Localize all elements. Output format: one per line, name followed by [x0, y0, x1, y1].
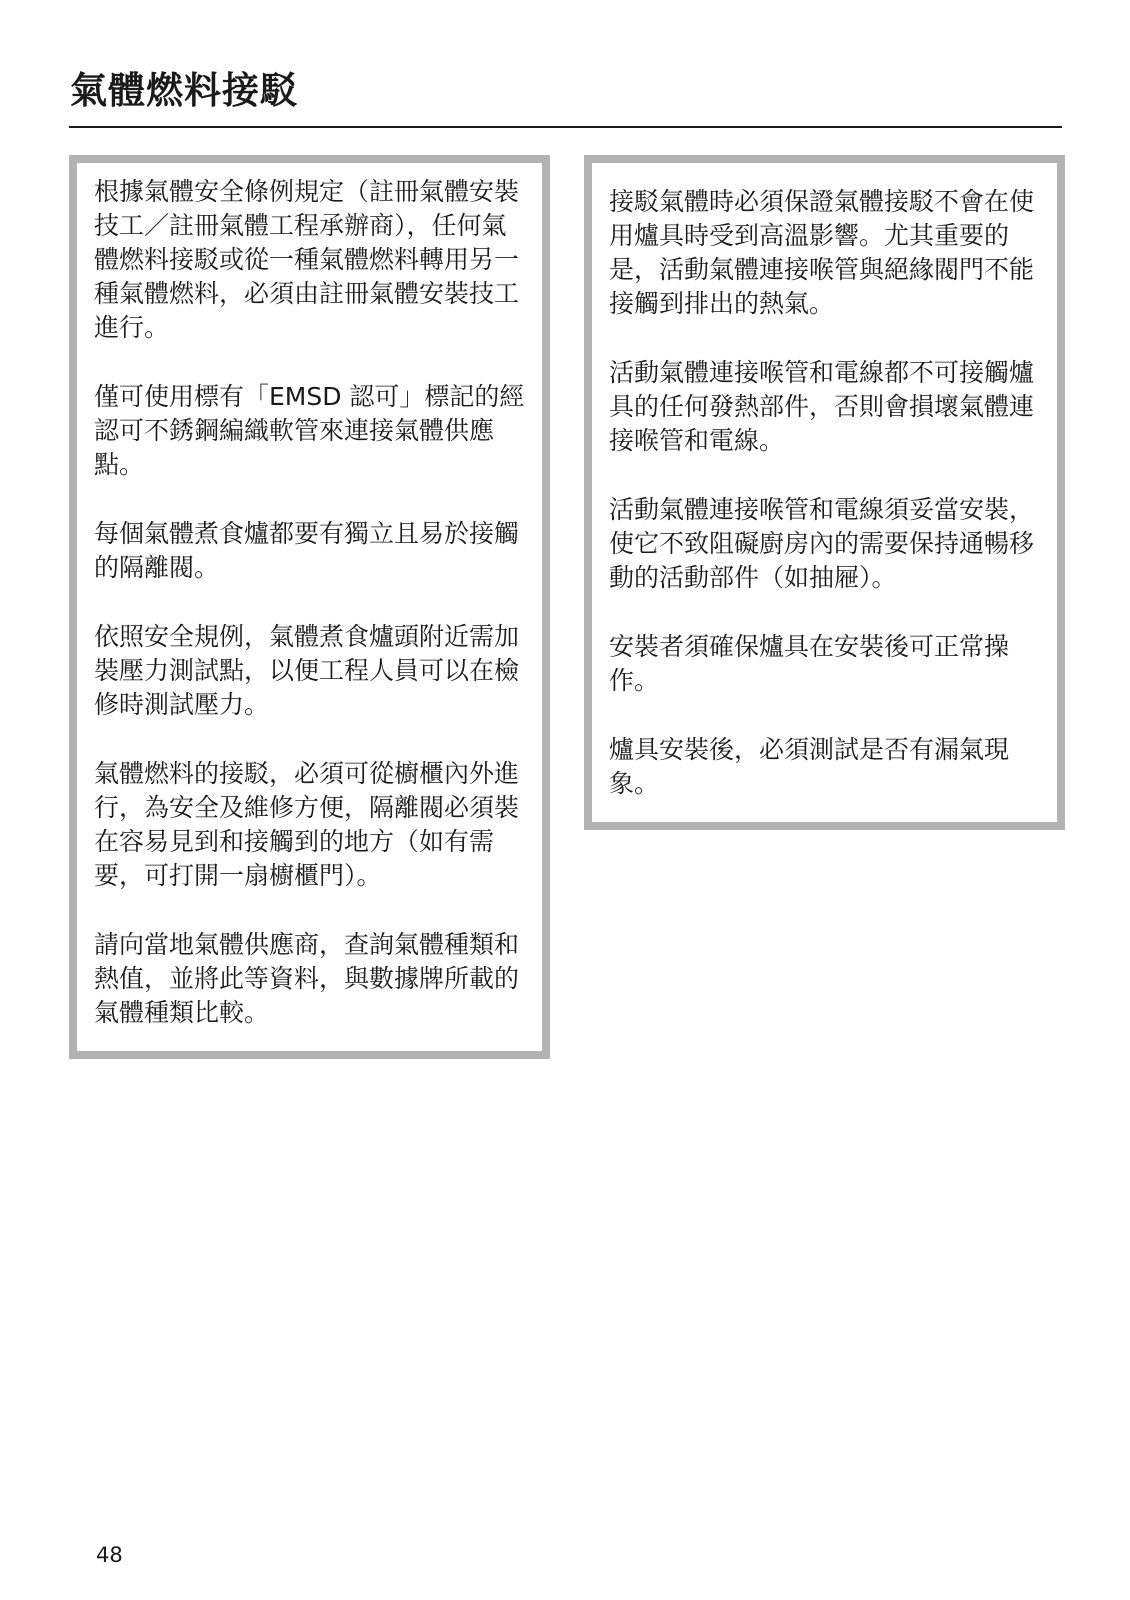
page-title: 氣體燃料接駁	[70, 69, 298, 112]
left-paragraph-1: 根據氣體安全條例規定（註冊氣體安裝技工／註冊氣體工程承辦商），任何氣體燃料接駁或從一種氣體燃料轉用另一種氣體燃料，必須由註冊氣體安裝技工進行。	[94, 177, 520, 342]
right-paragraph-1: 接駁氣體時必須保證氣體接駁不會在使用爐具時受到高溫影響。尤其重要的是，活動氣體連接喉管與絕緣閥門不能接觸到排出的熱氣。	[609, 187, 1035, 318]
right-paragraph-3: 活動氣體連接喉管和電線須妥當安裝，使它不致阻礙廚房內的需要保持通暢移動的活動部件（如抽屜）。	[609, 495, 1035, 592]
left-paragraph-2: 僅可使用標有「EMSD 認可」標記的經認可不銹鋼編織軟管來連接氣體供應點。	[94, 382, 525, 479]
left-info-box	[69, 155, 550, 1059]
left-paragraph-5: 氣體燃料的接駁，必須可從櫥櫃內外進行，為安全及維修方便，隔離閥必須裝在容易見到和接觸到的地方（如有需要，可打開一扇櫥櫃門）。	[94, 759, 520, 890]
right-paragraph-2: 活動氣體連接喉管和電線都不可接觸爐具的任何發熱部件，否則會損壞氣體連接喉管和電線。	[609, 358, 1035, 455]
left-paragraph-3: 每個氣體煮食爐都要有獨立且易於接觸的隔離閥。	[94, 519, 520, 582]
right-info-box	[584, 155, 1065, 830]
title-divider	[69, 126, 1062, 128]
left-paragraph-6: 請向當地氣體供應商，查詢氣體種類和熱值，並將此等資料，與數據牌所載的氣體種類比較。	[94, 930, 520, 1027]
left-paragraph-4: 依照安全規例，氣體煮食爐頭附近需加裝壓力測試點，以便工程人員可以在檢修時測試壓力。	[94, 622, 520, 719]
right-paragraph-5: 爐具安裝後，必須測試是否有漏氣現象。	[609, 735, 1010, 798]
page-number: 48	[96, 1543, 123, 1567]
right-paragraph-4: 安裝者須確保爐具在安裝後可正常操作。	[609, 632, 1010, 695]
